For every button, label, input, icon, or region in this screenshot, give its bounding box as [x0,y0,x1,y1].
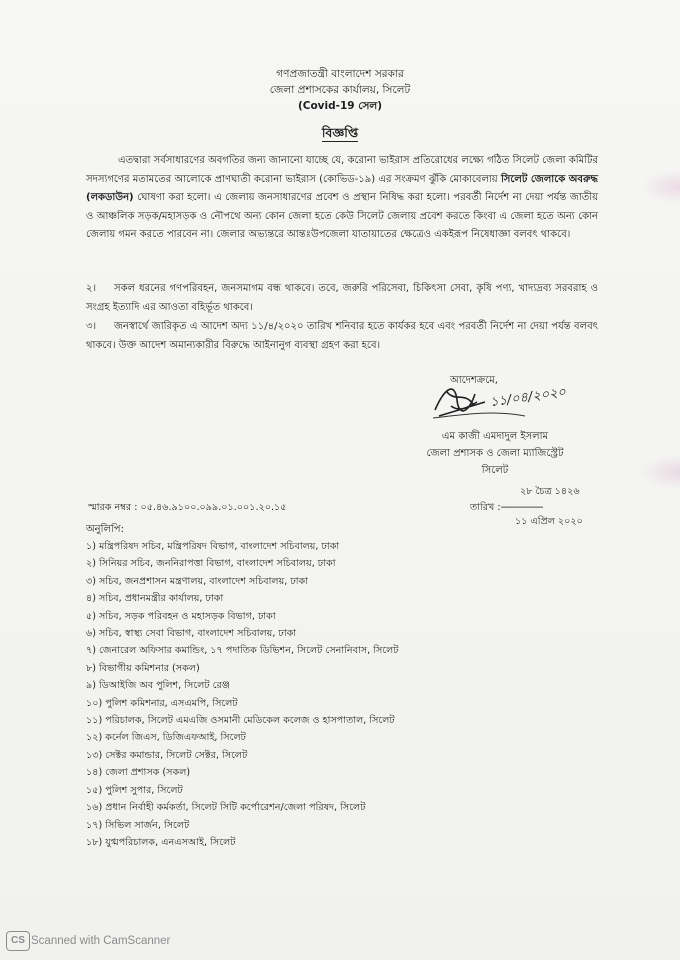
cc-item: ৯) ডিআইজি অব পুলিশ, সিলেট রেঞ্জ [86,680,230,692]
notice-paragraph-3: ৩। জনস্বার্থে জারিকৃত এ আদেশ অদ্য ১১/৪/২০২০ তারিখ শনিবার হতে কার্যকর হবে এবং পরবর্তী নির্দেশ না দেয়া পর্যন্ত বলবৎ থাকবে। উক্ত আদেশ অমান্যকারীর বিরুদ্ধে আইনানুগ ব্যবস্থা গ্রহণ করা হবে। [86,321,598,351]
cc-item: ১০) পুলিশ কমিশনার, এসএমপি, সিলেট [86,697,238,709]
cc-item: ১৪) জেলা প্রশাসক (সকল) [86,767,191,779]
cc-item: ১৬) প্রধান নির্বাহী কর্মকর্তা, সিলেট সিটি কর্পোরেশন/জেলা পরিষদ, সিলেট [86,802,366,814]
date-bangla: ২৮ চৈত্র ১৪২৬ [520,486,580,497]
cc-item: ৫) সচিব, সড়ক পরিবহন ও মহাসড়ক বিভাগ, ঢাকা [86,610,276,622]
signatory-block [395,428,595,479]
cc-item: ৭) জেনারেল অফিসার কমান্ডিং, ১৭ পদাতিক ডিভিশন, সিলেট সেনানিবাস, সিলেট [86,645,399,657]
camscanner-logo-icon: CS [6,931,30,951]
cc-item: ৪) সচিব, প্রধানমন্ত্রীর কার্যালয়, ঢাকা [86,593,224,605]
cc-item: ৮) বিভাগীয় কমিশনার (সকল) [86,662,200,674]
cc-item: ১৮) যুগ্মপরিচালক, এনএসআই, সিলেট [86,836,236,848]
signature-stroke [435,389,485,416]
date-english: ১১ এপ্রিল ২০২০ [515,516,583,527]
notice-title: বিজ্ঞপ্তি [321,125,359,140]
cc-item: ১৫) পুলিশ সুপার, সিলেট [86,784,183,796]
signatory-name: এম কাজী এমদাদুল ইসলাম [441,431,549,442]
scan-smudge [640,170,680,204]
cc-item: ১২) কর্নেল জিএস, ডিজিএফআই, সিলেট [86,732,246,744]
header-government: গণপ্রজাতন্ত্রী বাংলাদেশ সরকার [276,68,404,80]
header-office: জেলা প্রশাসকের কার্যালয়, সিলেট [269,84,411,96]
cc-item: ৩) সচিব, জনপ্রশাসন মন্ত্রণালয়, বাংলাদেশ সচিবালয়, ঢাকা [86,575,309,587]
scan-smudge [640,455,680,489]
header-cell: (Covid-19 সেল) [297,100,383,112]
memo-number: স্মারক নম্বর : ০৫.৪৬.৯১০০.০৯৯.০১.০০১.২০.১৫ [88,502,287,513]
cc-item: ১১) পরিচালক, সিলেট এমএজি ওসমানী মেডিকেল কলেজ ও হাসপাতাল, সিলেট [86,715,395,727]
by-order-text: আদেশক্রমে, [450,375,498,386]
lockdown-highlight: সিলেট জেলাকে অবরুদ্ধ (লকডাউন) [86,173,598,203]
watermark-text: Scanned with CamScanner [31,935,171,947]
cc-item: ৬) সচিব, স্বাস্থ্য সেবা বিভাগ, বাংলাদেশ সচিবালয়, ঢাকা [86,628,297,640]
signatory-designation: জেলা প্রশাসক ও জেলা ম্যাজিস্ট্রেট [426,448,564,459]
cc-item: ১৩) সেক্টর কমান্ডার, সিলেট সেক্টর, সিলেট [86,749,248,761]
handwritten-date: ১১/০৪/২০২০ [489,384,567,411]
camscanner-watermark [6,930,170,952]
office-header [0,66,680,114]
cc-heading: অনুলিপি: [86,524,124,535]
signatory-location: সিলেট [481,465,509,476]
date-label: তারিখ : [470,502,501,513]
date-row: তারিখ :----------------- [470,502,543,513]
notice-paragraph-2: ২। সকল ধরনের গণপরিবহন, জনসমাগম বন্ধ থাকবে। তবে, জরুরি পরিসেবা, চিকিৎসা সেবা, কৃষি পণ্য, খাদ্যদ্রব্য সরবরাহ ও সংগ্রহ ইত্যাদি এর আওতা বহির্ভূত থাকবে। [86,283,598,313]
cc-item: ২) সিনিয়র সচিব, জননিরাপত্তা বিভাগ, বাংলাদেশ সচিবালয়, ঢাকা [86,558,336,570]
cc-item: ১৭) সিভিল সার্জন, সিলেট [86,819,190,831]
cc-list [86,538,399,851]
notice-paragraph-1: এতদ্বারা সর্বসাধারণের অবগতির জন্য জানানো যাচ্ছে যে, করোনা ভাইরাস প্রতিরোধের লক্ষ্যে গঠিত সিলেট জেলা কমিটির সদস্যগণের মতামতের আলোকে প্রাণঘাতী করোনা ভাইরাস (কোভিড-১৯) এর সংক্রমণ ঝুঁকি মোকাবেলায় সিলেট জেলাকে অবরুদ্ধ (লকডাউন) ঘোষণা করা হলো। এ জেলায় জনসাধারণের প্রবেশ ও প্রস্থান নিষিদ্ধ করা হলো। পরবর্তী নির্দেশ না দেয়া পর্যন্ত জাতীয় ও আঞ্চলিক সড়ক/মহাসড়ক ও নৌপথে অন্য কোন জেলা হতে কেউ সিলেট জেলায় প্রবেশ করতে কিংবা এ জেলা হতে অন্য কোন জেলায় গমন করতে পারবেন না। জেলার অভ্যন্তরে আন্তঃউপজেলা যাতায়াতের ক্ষেত্রেও একইরূপ নিষেধাজ্ঞা বলবৎ থাকবে। [86,155,598,240]
cc-item: ১) মন্ত্রিপরিষদ সচিব, মন্ত্রিপরিষদ বিভাগ, বাংলাদেশ সচিবালয়, ঢাকা [86,541,340,552]
